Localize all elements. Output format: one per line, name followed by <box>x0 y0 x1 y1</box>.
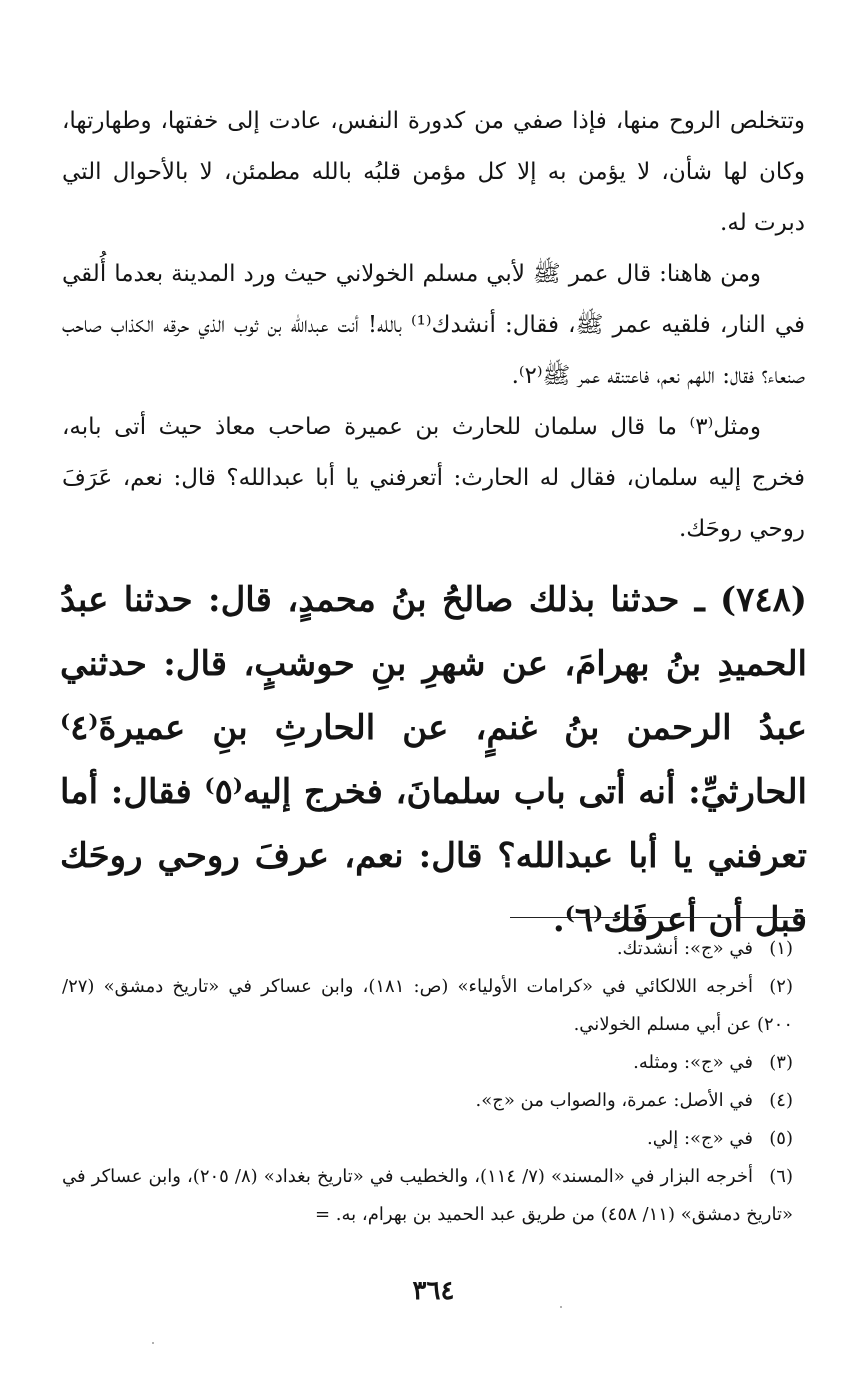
main-text <box>62 96 805 555</box>
hadith-748: (٧٤٨) ـ حدثنا بذلك صالحُ بنُ محمدٍ، قال: حدثنا عبدُ الحميدِ بنُ بهرامَ، عن شهرِ بنِ حوشبٍ، قال: حدثني عبدُ الرحمن بنُ غنمٍ، عن الحارثِ بنِ عميرةَ⁽٤⁾ الحارثيِّ: أنه أتى باب سلمانَ، فخرج إليه⁽٥⁾ فقال: أما تعرفني يا أبا عبدالله؟ قال: نعم، عرفَ روحي روحَك قبل أن أعرفَك⁽٦⁾. <box>60 580 807 940</box>
scan-speck <box>152 1342 154 1344</box>
paragraph-2: ومن هاهنا: قال عمر ﷺ لأبي مسلم الخولاني حيث ورد المدينة بعدما أُلقي في النار، فلقيه عمر ﷺ، فقال: أنشدك⁽¹⁾ بالله! أنت عبدالله بن ثوب الذي حرقه الكذاب صاحب صنعاء؟ فقال: اللهم نعم، فاعتنقه عمر ﷺ⁽٢⁾. <box>62 261 806 389</box>
footnote-3 <box>62 1044 793 1082</box>
footnote-number: (٢) <box>769 976 793 997</box>
footnote-divider <box>510 917 805 918</box>
footnote-text: أخرجه اللالكائي في «كرامات الأولياء» (ص: ١٨١)، وابن عساكر في «تاريخ دمشق» (٢٧/ ٢٠٠) عن أبي مسلم الخولاني. <box>62 976 793 1035</box>
footnote-text: أخرجه البزار في «المسند» (٧/ ١١٤)، والخطيب في «تاريخ بغداد» (٨/ ٢٠٥)، وابن عساكر في «تاريخ دمشق» (١١/ ٤٥٨) من طريق عبد الحميد بن بهرام، به. = <box>62 1166 793 1225</box>
footnote-text: في «ج»: ومثله. <box>633 1052 753 1073</box>
footnote-number: (٤) <box>769 1090 793 1111</box>
footnote-1 <box>62 930 793 968</box>
footnote-text: في «ج»: إلي. <box>647 1128 753 1149</box>
footnote-5 <box>62 1120 793 1158</box>
footnote-number: (١) <box>769 938 793 959</box>
footnote-number: (٥) <box>769 1128 793 1149</box>
footnote-text: في الأصل: عمرة، والصواب من «ج». <box>475 1090 753 1111</box>
footnotes-list <box>62 930 793 1234</box>
footnote-text: في «ج»: أنشدتك. <box>616 938 753 959</box>
paragraph-1: وتتخلص الروح منها، فإذا صفي من كدورة النفس، عادت إلى خفتها، وطهارتها، وكان لها شأن، لا يؤمن به إلا كل مؤمن قلبُه بالله مطمئن، لا بالأحوال التي دبرت له. <box>62 108 805 236</box>
footnote-number: (٣) <box>769 1052 793 1073</box>
footnote-6 <box>62 1158 793 1234</box>
page-number: ٣٦٤ <box>412 1276 455 1306</box>
scan-speck <box>560 1306 562 1308</box>
footnote-2 <box>62 968 793 1044</box>
footnote-4 <box>62 1082 793 1120</box>
footnote-number: (٦) <box>769 1166 793 1187</box>
paragraph-3: ومثل⁽٣⁾ ما قال سلمان للحارث بن عميرة صاحب معاذ حيث أتى بابه، فخرج إليه سلمان، فقال له الحارث: أتعرفني يا أبا عبدالله؟ قال: نعم، عَرَفَ روحي روحَك. <box>62 414 805 542</box>
